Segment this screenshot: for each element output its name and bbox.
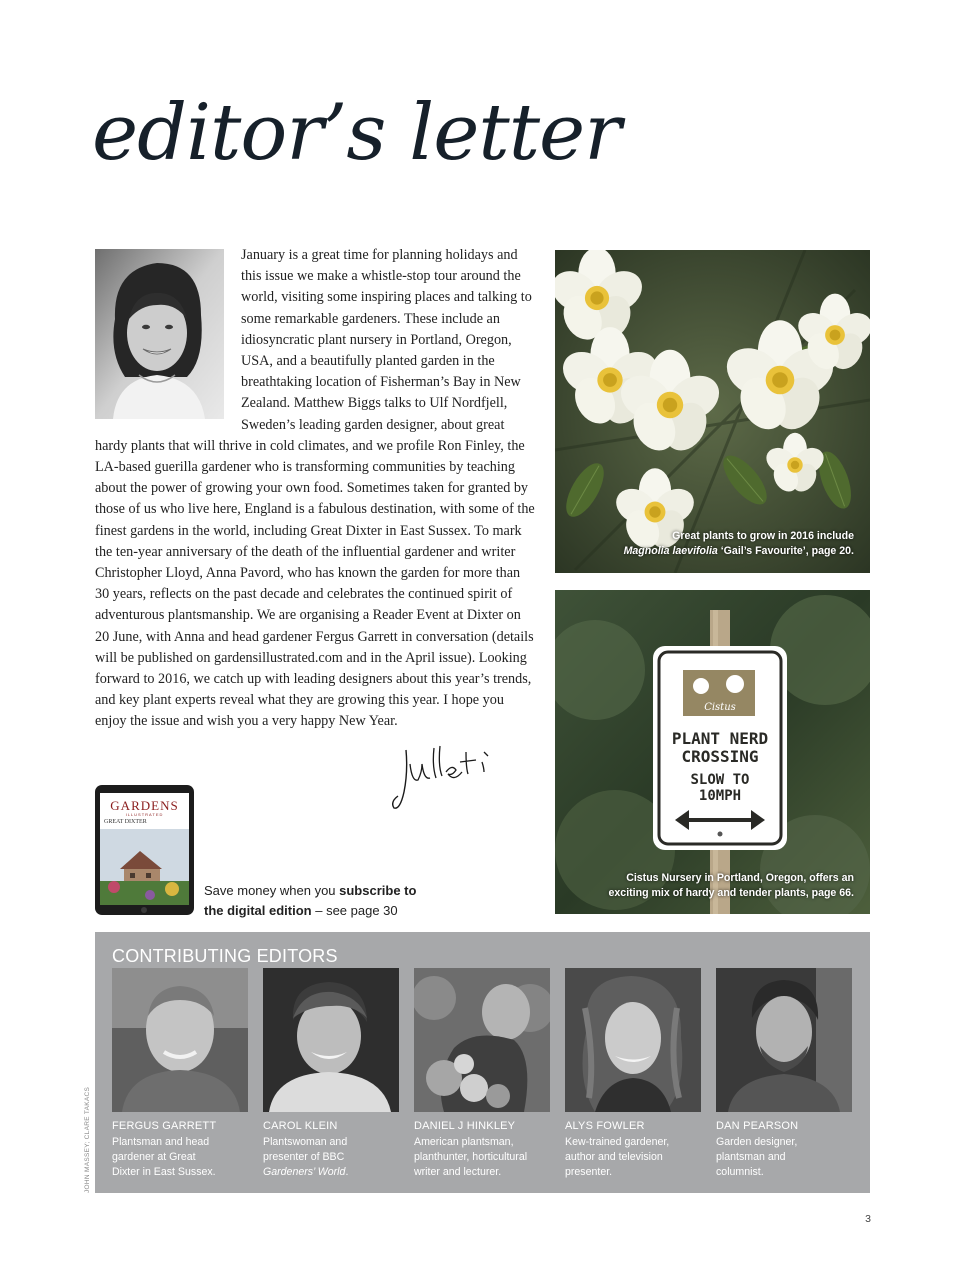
digital-edition-link[interactable]: the digital edition [204,902,312,918]
magazine-masthead: GARDENS [110,798,179,813]
subscribe-link[interactable]: subscribe to [339,883,417,898]
contributor-photo [414,968,550,1112]
sign-line-1: PLANT NERD [671,729,769,748]
contributor-card [112,968,248,1180]
signature [392,742,502,822]
contributor-card [565,968,701,1180]
editor-letter-body [95,245,535,733]
magazine-headline: GREAT DIXTER [104,819,147,825]
sign-line-3: SLOW TO [690,772,750,788]
contributor-name: DAN PEARSON [716,1120,799,1132]
photo-credit: JOHN MASSEY; CLARE TAKACS [84,1086,91,1193]
contributor-description: American plantsman, planthunter, horticultural writer and lecturer. [414,1136,528,1178]
letter-paragraph: January is a great time for planning holidays and this issue we make a whistle-stop tour around the world, visiting some inspiring places and talking to some remarkable gardeners. These include an idiosyncratic plant nursery in Portland, Oregon, USA, and a beautifully planted garden in the breathtaking location of Fisherman’s Bay in New Zealand. Matthew Biggs talks to Ulf Nordfjell, Sweden’s leading garden designer, about great hardy plants that will thrive in cold climates, and we profile Ron Finley, the LA-based guerilla gardener who is transforming communities by teaching about the power of growing your own food. Sometimes taken for granted by those of us who live here, England is a fabulous destination, with some of the finest gardens in the world, including Great Dixter in East Sussex. To mark the ten-year anniversary of the death of the influential gardener and writer Christopher Lloyd, Anna Pavord, who has known the garden for more than 30 years, reflects on the past decade and celebrates the continued spirit of adventurous plantsmanship. We are organising a Reader Event at Dixter on 20 June, with Anna and head gardener Fergus Garrett in conversation (details will be published on gardensillustrated.com and in the April issue). Looking forward to 2016, we catch up with leading designers about this year’s trends, and key plant experts reveal what they are growing this year. I hope you enjoy the issue and wish you a very happy New Year. [95,247,535,730]
contributor-name: FERGUS GARRETT [112,1120,217,1132]
sign-logo: Cistus [704,702,736,713]
sign-line-2: CROSSING [681,747,759,766]
magnolia-caption: Great plants to grow in 2016 include Magnolia laevifolia ‘Gail’s Favourite’, page 20. [623,530,854,557]
contributor-name: DANIEL J HINKLEY [414,1120,516,1132]
magazine-subtitle: ILLUSTRATED [125,812,164,817]
sign-caption: Cistus Nursery in Portland, Oregon, offers an exciting mix of hardy and tender plants, page 66. [608,872,854,899]
contributor-description: Kew-trained gardener, author and television presenter. [565,1136,670,1178]
contributor-card [716,968,852,1180]
digital-edition-tablet[interactable] [95,785,194,915]
contributor-photo [716,968,852,1112]
contributor-card [263,968,399,1180]
contributor-photo [263,968,399,1112]
contributor-name: ALYS FOWLER [565,1120,645,1132]
contributor-description: Plantsman and head gardener at Great Dixter in East Sussex. [112,1136,216,1178]
contributor-card [414,968,550,1180]
contributor-photo [565,968,701,1112]
magnolia-photo [555,250,870,573]
contributor-photo [112,968,248,1112]
contributor-name: CAROL KLEIN [263,1120,338,1132]
magazine-cover-photo [100,829,189,905]
contributing-editors-heading: CONTRIBUTING EDITORS [112,946,338,966]
contributing-editors-panel [95,932,870,1193]
page-number: 3 [865,1213,871,1225]
contributor-description: Garden designer, plantsman and columnist. [716,1136,798,1178]
contributor-description: Plantswoman and presenter of BBC Gardeners’ World. [263,1136,349,1178]
plant-nerd-sign-photo [555,590,870,914]
sign-line-4: 10MPH [698,788,742,804]
subscribe-promo[interactable]: Save money when you subscribe to the digital edition – see page 30 [204,883,417,918]
magazine-cover [100,793,189,905]
page-title: editor’s letter [92,88,621,178]
